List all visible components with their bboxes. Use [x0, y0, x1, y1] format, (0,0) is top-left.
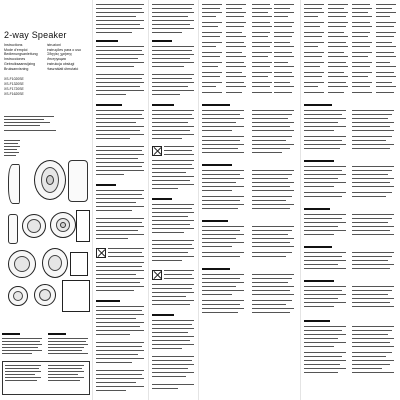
speaker-illustration: [8, 286, 28, 306]
speaker-illustration: [8, 250, 36, 278]
crossed-bin-icon: [152, 270, 162, 280]
text-column-1: [96, 4, 146, 396]
language-title: Mode d’emploi: [4, 47, 28, 52]
wiring-diagram: [62, 280, 90, 312]
terminal-illustration: [70, 252, 88, 276]
model-number: XS-F1620SE: [4, 92, 24, 97]
language-title: Instrucciones: [4, 57, 26, 62]
speaker-front-illustration: [34, 160, 66, 200]
fold-line: [92, 0, 93, 400]
cover-panel: [4, 30, 88, 97]
language-title: Használati útmutató: [46, 66, 79, 71]
language-list: [4, 43, 88, 71]
language-title: Οδηγίες χρήσης: [46, 52, 73, 57]
document-title: 2-way Speaker: [4, 30, 67, 40]
fold-line: [300, 0, 301, 400]
warning-block: [2, 333, 88, 395]
grille-illustration: [76, 210, 90, 242]
model-list: [4, 77, 88, 97]
model-number: XS-F1320SE: [4, 82, 24, 87]
speaker-illustration: [34, 284, 56, 306]
mount-bracket-illustration: [68, 160, 88, 202]
mount-side-illustration: [8, 214, 18, 244]
figure-panel: [4, 140, 90, 328]
speaker-illustration: [22, 214, 46, 238]
crossed-bin-icon: [96, 248, 106, 258]
spec-panel-right: [304, 4, 398, 396]
language-title: Инструкция: [46, 57, 66, 62]
model-number: XS-F1720SE: [4, 87, 24, 92]
crossed-bin-icon: [152, 146, 162, 156]
spec-panel-left: [202, 4, 298, 396]
language-title: Instruções para o uso: [46, 47, 82, 52]
text-column-2: [152, 4, 196, 396]
language-title: Istruzioni: [46, 43, 61, 47]
speaker-side-view: [8, 164, 20, 204]
model-number: XS-F1020SE: [4, 77, 24, 82]
speaker-illustration: [50, 212, 76, 238]
language-title: Instrukcja obsługi: [46, 61, 75, 66]
speaker-illustration: [42, 248, 68, 278]
fold-line: [198, 0, 199, 400]
language-title: Bruksanvisning: [4, 66, 29, 71]
language-title: Bedienungsanleitung: [4, 52, 38, 57]
fold-line: [148, 0, 149, 400]
language-title: Gebruiksaanwijzing: [4, 61, 36, 66]
language-title: Instructions: [4, 43, 23, 47]
